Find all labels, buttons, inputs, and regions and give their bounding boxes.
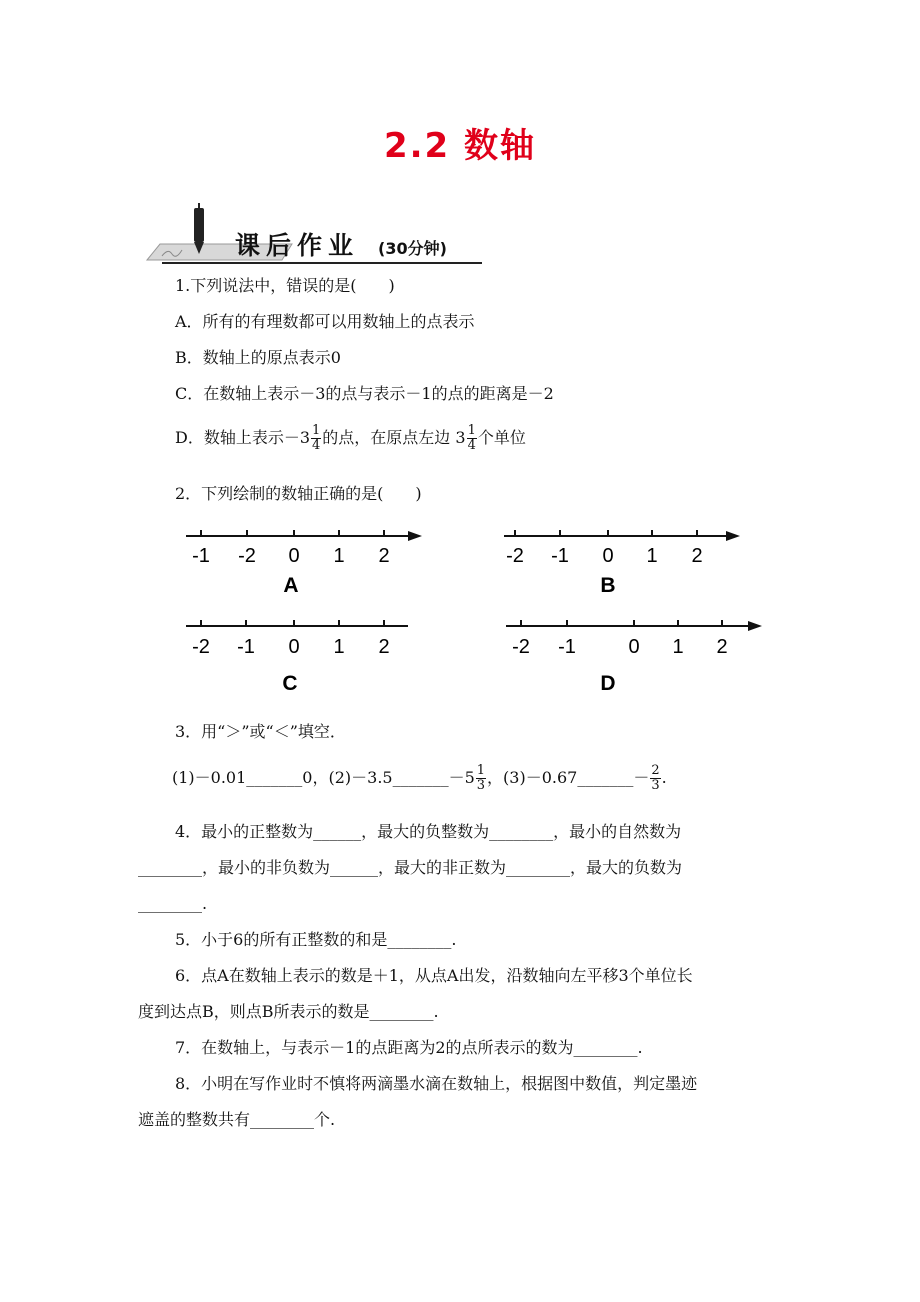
q2-stem: 2．下列绘制的数轴正确的是( ) [175,484,422,503]
tick-label: -1 [192,545,210,567]
homework-time: (30分钟) [378,239,447,258]
q3-stem: 3．用“＞”或“＜”填空． [175,722,346,741]
fraction-denominator: 4 [467,438,476,453]
tick-label: 0 [602,545,614,567]
tick-label: -2 [238,545,256,567]
axis-caption: C [282,672,298,695]
q1-d-middle: 的点，在原点左边 3 [322,428,466,447]
arrow-head-icon [726,531,740,541]
q1-d-prefix: D．数轴上表示－3 [175,428,311,447]
q1-option-a: A．所有的有理数都可以用数轴上的点表示 [175,312,475,331]
tick-label: -2 [506,545,524,567]
homework-label: 课后作业 [235,231,360,260]
tick-label: 0 [288,636,300,658]
tick-label: 0 [628,636,640,658]
fraction [467,424,477,453]
tick-label: 2 [378,636,390,658]
number-line-a [180,522,430,602]
q6-line-1: 6．点A在数轴上表示的数是＋1，从点A出发，沿数轴向左平移3个单位长 [175,966,693,985]
q1-option-b: B．数轴上的原点表示0 [175,348,341,367]
q1-d-suffix: 个单位 [477,428,526,447]
number-line-b [498,522,748,602]
tick-label: 2 [691,545,703,567]
arrow-head-icon [408,531,422,541]
fraction-denominator: 4 [312,438,321,453]
fraction [476,764,486,793]
tick-label: 0 [288,545,300,567]
number-line-d [500,612,770,696]
q8-line-2: 遮盖的整数共有________个. [138,1110,336,1129]
q3-items [172,764,667,793]
tick-label: -1 [558,636,576,658]
axis-caption: B [600,574,616,597]
tick-label: -2 [512,636,530,658]
axis-caption: D [600,672,616,695]
tick-label: 1 [333,545,345,567]
fraction-numerator: 1 [467,423,476,438]
fraction [650,764,660,793]
q4-line-1: 4．最小的正整数为______，最大的负整数为________，最小的自然数为 [175,822,682,841]
tick-label: 1 [333,636,345,658]
tick-label: 2 [716,636,728,658]
fraction-numerator: 1 [312,423,321,438]
fraction-denominator: 3 [476,778,486,793]
page-title: 2.2 数轴 [383,126,537,166]
q4-line-3: ________. [138,894,208,913]
tick-label: 2 [378,545,390,567]
homework-header [142,200,487,270]
q3-part-3: . [661,768,667,787]
q6-line-2: 度到达点B，则点B所表示的数是________. [138,1002,439,1021]
tick-label: -1 [237,636,255,658]
q4-line-2: ________，最小的非负数为______，最大的非正数为________，最大的负数为 [138,858,683,877]
fraction-numerator: 1 [476,763,486,778]
tick-label: -1 [551,545,569,567]
q5-text: 5．小于6的所有正整数的和是________. [175,930,457,949]
q1-option-c: C．在数轴上表示－3的点与表示－1的点的距离是－2 [175,384,554,403]
tick-label: 1 [646,545,658,567]
q1-option-d [175,424,526,453]
q7-text: 7．在数轴上，与表示－1的点距离为2的点所表示的数为________. [175,1038,643,1057]
fraction [311,424,321,453]
fraction-denominator: 3 [651,778,660,793]
q3-part-1: (1)－0.01_______0，(2)－3.5_______－5 [172,768,475,787]
axis-caption: A [283,574,299,597]
q8-line-1: 8．小明在写作业时不慎将两滴墨水滴在数轴上，根据图中数值，判定墨迹 [175,1074,698,1093]
fraction-numerator: 2 [651,763,660,778]
q1-stem: 1.下列说法中，错误的是( ) [175,276,395,295]
number-line-c [180,612,430,696]
tick-label: -2 [192,636,210,658]
arrow-head-icon [748,621,762,631]
tick-label: 1 [672,636,684,658]
q3-part-2: ，(3)－0.67_______－ [487,768,650,787]
